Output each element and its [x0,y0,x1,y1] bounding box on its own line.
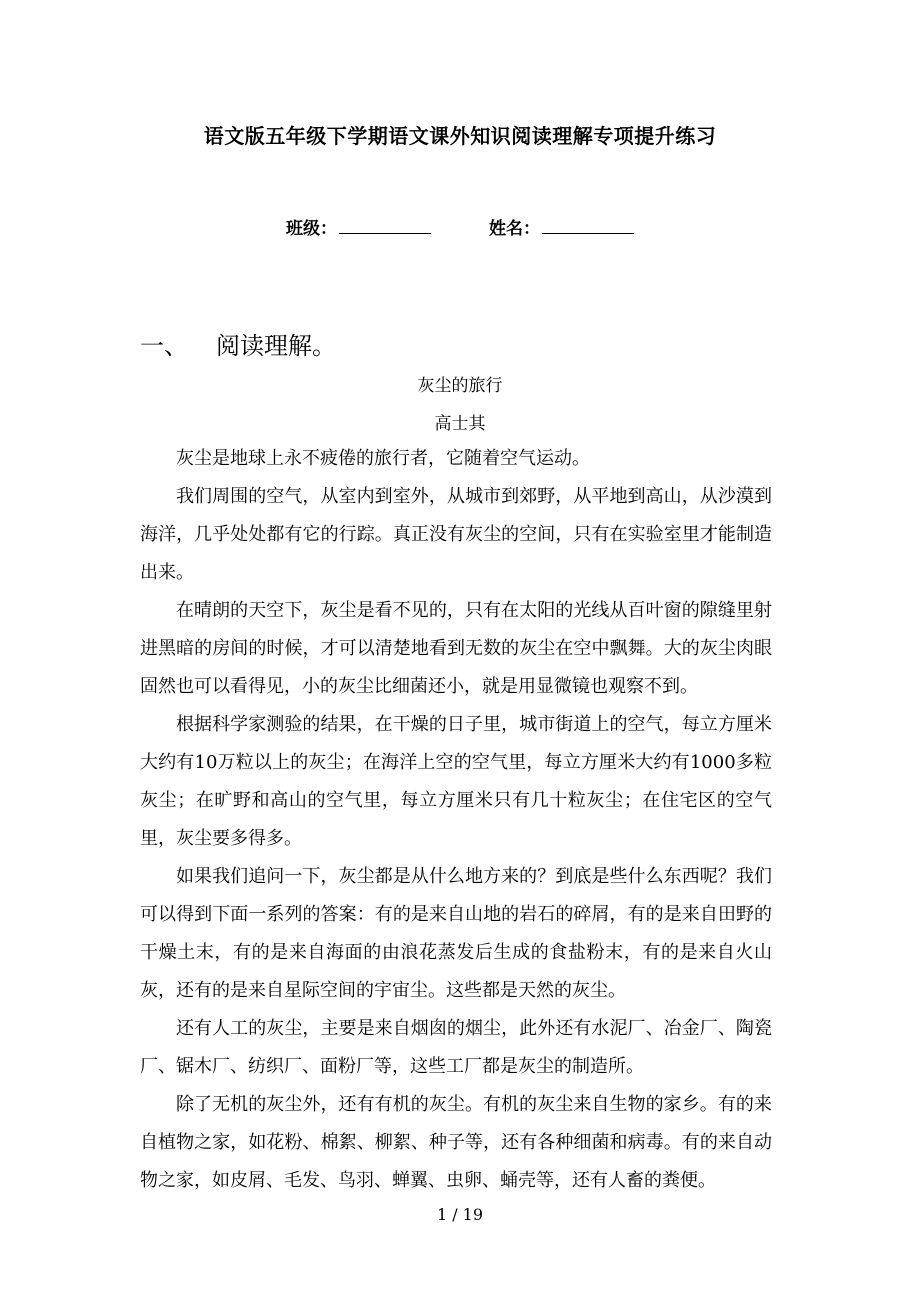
article-author: 高士其 [434,414,486,434]
paragraph: 还有人工的灰尘，主要是来自烟囱的烟尘，此外还有水泥厂、冶金厂、陶瓷厂、锯木厂、纺织厂、面粉厂等，这些工厂都是灰尘的制造所。 [140,1018,772,1077]
paragraph: 我们周围的空气，从室内到室外，从城市到郊野，从平地到高山，从沙漠到海洋，几乎处处都有它的行踪。真正没有灰尘的空间，只有在实验室里才能制造出来。 [140,486,772,583]
document-title: 语文版五年级下学期语文课外知识阅读理解专项提升练习 [203,124,717,148]
paragraph: 在晴朗的天空下，灰尘是看不见的，只有在太阳的光线从百叶窗的隙缝里射进黑暗的房间的时候，才可以清楚地看到无数的灰尘在空中飘舞。大的灰尘肉眼固然也可以看得见，小的灰尘比细菌还小，就是用显微镜也观察不到。 [140,600,772,697]
paragraph: 除了无机的灰尘外，还有有机的灰尘。有机的灰尘来自生物的家乡。有的来自植物之家，如花粉、棉絮、柳絮、种子等，还有各种细菌和病毒。有的来自动物之家，如皮屑、毛发、鸟羽、蝉翼、虫卵、蛹壳等，还有人畜的粪便。 [140,1094,772,1191]
paragraph: 根据科学家测验的结果，在干燥的日子里，城市街道上的空气，每立方厘米大约有10万粒以上的灰尘；在海洋上空的空气里，每立方厘米大约有1000多粒灰尘；在旷野和高山的空气里，每立方厘米只有几十粒灰尘；在住宅区的空气里，灰尘要多得多。 [140,714,772,849]
section-heading-text: 阅读理解。 [216,332,336,360]
article-body [140,440,772,1200]
article-title: 灰尘的旅行 [417,376,503,396]
name-blank-line [542,217,634,234]
class-field [286,214,431,239]
class-blank-line [339,217,431,234]
class-label: 班级： [286,219,338,239]
page-number: 1 / 19 [436,1205,484,1224]
student-info-row [0,214,920,239]
paragraph: 灰尘是地球上永不疲倦的旅行者，它随着空气运动。 [176,448,590,469]
section-heading [140,326,336,361]
name-field [489,214,634,239]
name-label: 姓名： [488,219,540,239]
section-number: 一、 [140,332,188,360]
paragraph: 如果我们追问一下，灰尘都是从什么地方来的？到底是些什么东西呢？我们可以得到下面一系列的答案：有的是来自山地的岩石的碎屑，有的是来自田野的干燥土末，有的是来自海面的由浪花蒸发后生成的食盐粉末，有的是来自火山灰，还有的是来自星际空间的宇宙尘。这些都是天然的灰尘。 [140,866,772,1001]
